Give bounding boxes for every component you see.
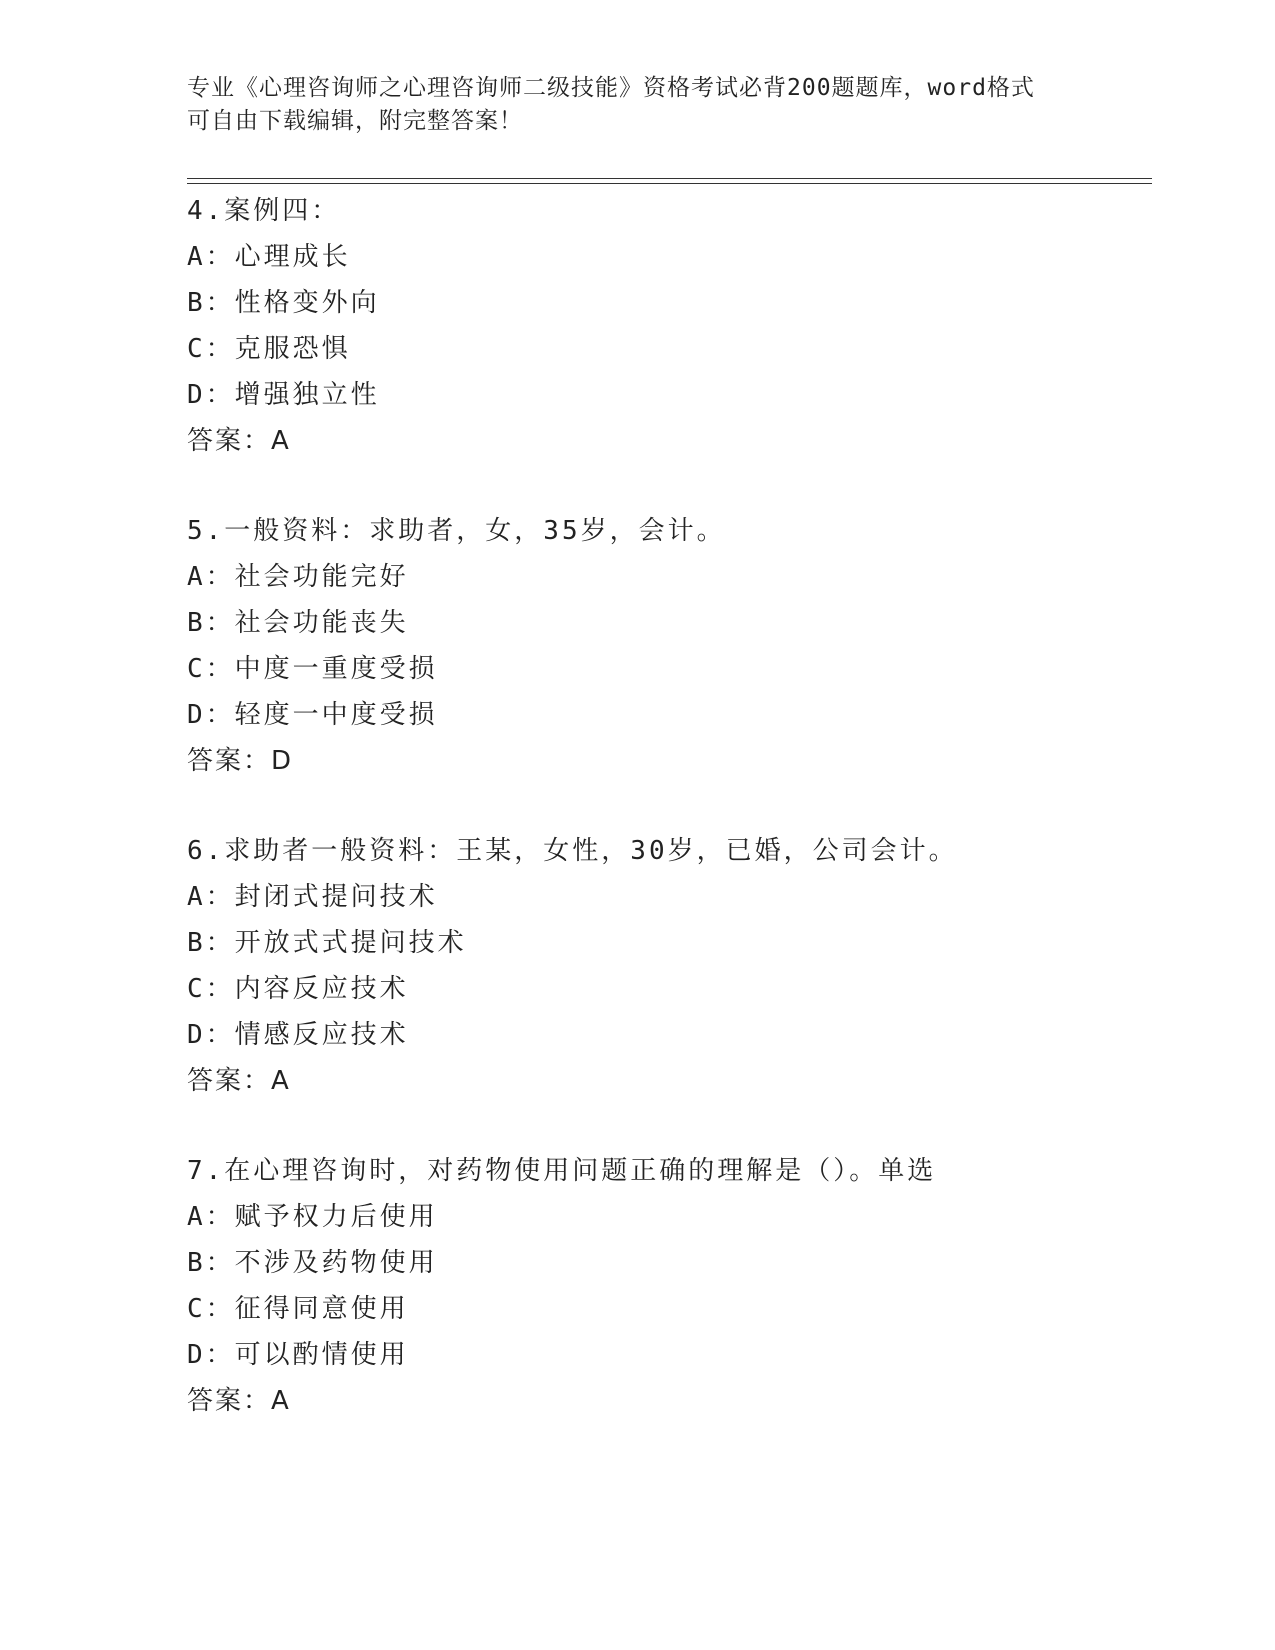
question-6 [187, 828, 1147, 1104]
option-d: D：可以酌情使用 [187, 1340, 409, 1370]
header-line-2: 可自由下载编辑，附完整答案！ [187, 108, 523, 134]
option-a: A：心理成长 [187, 242, 351, 272]
question-title: 5.一般资料：求助者，女，35岁，会计。 [187, 516, 726, 546]
option-c: C：征得同意使用 [187, 1294, 409, 1324]
option-b: B：社会功能丧失 [187, 608, 409, 638]
header-divider-bottom [187, 183, 1152, 184]
question-4 [187, 188, 1147, 464]
option-a: A：赋予权力后使用 [187, 1202, 438, 1232]
answer-label: 答案：A [187, 1386, 291, 1416]
question-5 [187, 508, 1147, 784]
question-7 [187, 1148, 1147, 1424]
option-a: A：社会功能完好 [187, 562, 409, 592]
answer-label: 答案：A [187, 426, 291, 456]
option-b: B：开放式式提问技术 [187, 928, 467, 958]
option-b: B：不涉及药物使用 [187, 1248, 438, 1278]
answer-label: 答案：D [187, 746, 294, 776]
header-divider-top [187, 178, 1152, 179]
answer-label: 答案：A [187, 1066, 291, 1096]
option-c: C：克服恐惧 [187, 334, 351, 364]
option-c: C：中度一重度受损 [187, 654, 438, 684]
option-d: D：轻度一中度受损 [187, 700, 438, 730]
document-header [187, 72, 1087, 138]
header-line-1: 专业《心理咨询师之心理咨询师二级技能》资格考试必背200题题库，word格式 [187, 75, 1035, 101]
option-a: A：封闭式提问技术 [187, 882, 438, 912]
option-d: D：情感反应技术 [187, 1020, 409, 1050]
question-title: 6.求助者一般资料：王某，女性，30岁，已婚，公司会计。 [187, 836, 958, 866]
option-b: B：性格变外向 [187, 288, 380, 318]
question-title: 7.在心理咨询时，对药物使用问题正确的理解是（）。单选 [187, 1156, 937, 1186]
question-title: 4.案例四： [187, 196, 341, 226]
option-d: D：增强独立性 [187, 380, 380, 410]
option-c: C：内容反应技术 [187, 974, 409, 1004]
